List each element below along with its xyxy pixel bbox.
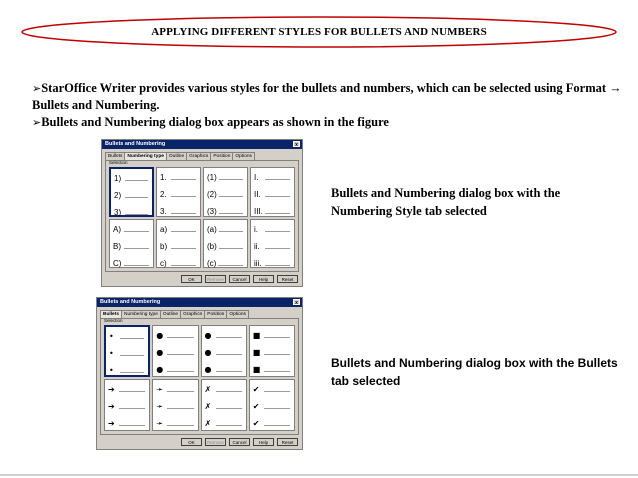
text-placeholder-line xyxy=(125,180,148,181)
arrow-bullet-icon: ➢ xyxy=(32,82,42,95)
text-placeholder-line xyxy=(119,425,145,426)
preview-line xyxy=(205,418,242,428)
style-option-cell[interactable] xyxy=(156,219,201,269)
bullet-symbol-icon: ➔ xyxy=(108,402,115,411)
text-placeholder-line xyxy=(125,214,148,215)
bullets-dialog xyxy=(96,297,303,450)
text-placeholder-line xyxy=(264,408,290,409)
bullet-symbol-icon: ✔ xyxy=(252,385,260,394)
dialog-title: Bullets and Numbering xyxy=(100,299,161,305)
preview-line xyxy=(160,172,196,182)
number-label: iii. xyxy=(254,258,262,268)
ok-button[interactable]: OK xyxy=(181,275,202,283)
preview-line xyxy=(109,331,144,341)
text-placeholder-line xyxy=(120,355,144,356)
preview-line xyxy=(254,172,290,182)
text-placeholder-line xyxy=(167,408,193,409)
dialog-buttons xyxy=(181,438,298,446)
text-placeholder-line xyxy=(124,248,149,249)
preview-line xyxy=(156,330,193,340)
style-option-cell[interactable] xyxy=(249,325,295,377)
reset-button[interactable]: Reset xyxy=(277,275,298,283)
bullet-symbol-icon: ■ xyxy=(252,348,261,357)
text-placeholder-line xyxy=(171,179,196,180)
text-placeholder-line xyxy=(219,196,243,197)
number-label: 1. xyxy=(160,173,167,182)
text-placeholder-line xyxy=(171,265,196,266)
preview-line xyxy=(114,207,148,217)
style-option-cell[interactable] xyxy=(203,167,248,217)
style-option-cell[interactable] xyxy=(152,379,198,431)
text-placeholder-line xyxy=(216,337,242,338)
text-placeholder-line xyxy=(216,354,242,355)
text-placeholder-line xyxy=(219,248,243,249)
bullet-item xyxy=(32,114,622,131)
number-label: c) xyxy=(160,258,167,268)
number-label: (2) xyxy=(207,190,217,199)
preview-line xyxy=(160,206,196,216)
style-option-cell[interactable] xyxy=(201,325,247,377)
tab-bullets[interactable]: Bullets xyxy=(100,310,122,319)
tab-bullets[interactable]: Bullets xyxy=(105,152,125,161)
text-placeholder-line xyxy=(216,425,242,426)
style-option-cell[interactable] xyxy=(201,379,247,431)
text-placeholder-line xyxy=(216,371,242,372)
text-placeholder-line xyxy=(219,231,243,232)
bullets-dialog-caption: Bullets and Numbering dialog box with the Bullets tab selected xyxy=(331,356,618,388)
tab-outline[interactable]: Outline xyxy=(160,310,181,319)
tab-numbering-type[interactable]: Numbering type xyxy=(124,152,167,161)
bullet-symbol-icon: ➛ xyxy=(156,385,163,394)
bullet-symbol-icon: ➛ xyxy=(156,419,163,428)
text-placeholder-line xyxy=(167,391,193,392)
text-placeholder-line xyxy=(167,425,193,426)
preview-line xyxy=(254,224,290,234)
preview-line xyxy=(108,401,145,411)
preview-line xyxy=(207,258,243,268)
tab-graphics[interactable]: Graphics xyxy=(180,310,205,319)
preview-line xyxy=(156,384,193,394)
number-label: (1) xyxy=(207,173,217,182)
number-label: ii. xyxy=(254,241,260,251)
text-placeholder-line xyxy=(219,179,243,180)
bullet-symbol-icon: ✔ xyxy=(252,419,260,428)
preview-line xyxy=(253,347,290,357)
text-placeholder-line xyxy=(171,231,196,232)
preview-line xyxy=(205,384,242,394)
tab-graphics[interactable]: Graphics xyxy=(186,152,211,161)
dialog-titlebar xyxy=(97,298,302,307)
number-label: (a) xyxy=(207,224,217,234)
text-placeholder-line xyxy=(265,248,290,249)
bullet-symbol-icon: ● xyxy=(204,348,212,357)
text-placeholder-line xyxy=(216,391,242,392)
close-icon[interactable]: x xyxy=(293,141,300,147)
number-label: III. xyxy=(254,207,263,216)
number-label: B) xyxy=(113,241,121,251)
preview-line xyxy=(253,418,290,428)
number-label: 1) xyxy=(114,174,122,183)
cancel-button[interactable]: Cancel xyxy=(229,438,250,446)
bullet-symbol-icon: ➔ xyxy=(108,385,115,394)
number-label: II. xyxy=(254,190,261,199)
preview-line xyxy=(113,241,149,251)
bullet-symbol-icon: ● xyxy=(204,331,212,340)
preview-line xyxy=(160,258,196,268)
number-label: A) xyxy=(113,224,121,234)
number-label: I. xyxy=(254,173,259,182)
text-placeholder-line xyxy=(265,213,290,214)
preview-line xyxy=(156,418,193,428)
preview-line xyxy=(108,384,145,394)
selection-panel xyxy=(105,160,299,272)
help-button[interactable]: Help xyxy=(253,438,274,446)
preview-line xyxy=(253,401,290,411)
ok-button[interactable]: OK xyxy=(181,438,202,446)
number-label: (b) xyxy=(207,241,217,251)
numbering-dialog xyxy=(101,139,303,287)
tab-position[interactable]: Position xyxy=(204,310,227,319)
style-option-cell[interactable] xyxy=(152,325,198,377)
preview-line xyxy=(254,206,290,216)
preview-line xyxy=(113,224,149,234)
text-placeholder-line xyxy=(265,179,290,180)
tab-numbering-type[interactable]: Numbering type xyxy=(121,310,161,319)
style-option-cell[interactable] xyxy=(250,219,295,269)
text-placeholder-line xyxy=(264,337,290,338)
style-option-cell[interactable] xyxy=(109,167,154,217)
remove-button[interactable]: Remove xyxy=(205,438,226,446)
style-option-cell[interactable] xyxy=(109,219,154,269)
text-placeholder-line xyxy=(264,371,290,372)
selection-label: Selection xyxy=(109,160,128,165)
number-label: 2) xyxy=(114,191,122,200)
bullet-symbol-icon: • xyxy=(109,332,114,341)
tab-options[interactable]: Options xyxy=(232,152,255,161)
selection-label: Selection xyxy=(104,318,123,323)
preview-line xyxy=(160,241,196,251)
number-label: i. xyxy=(254,224,258,234)
preview-line xyxy=(254,241,290,251)
preview-line xyxy=(113,258,149,268)
bullet-symbol-icon: ■ xyxy=(252,331,261,340)
preview-line xyxy=(253,384,290,394)
style-grid xyxy=(109,167,295,268)
text-placeholder-line xyxy=(171,213,196,214)
text-placeholder-line xyxy=(171,196,196,197)
number-label: a) xyxy=(160,224,168,234)
number-label: (3) xyxy=(207,207,217,216)
text-placeholder-line xyxy=(264,391,290,392)
remove-button[interactable]: Remove xyxy=(205,275,226,283)
preview-line xyxy=(205,330,242,340)
style-option-cell[interactable] xyxy=(104,325,150,377)
bullet-symbol-icon: • xyxy=(109,366,114,375)
bullet-symbol-icon: ✗ xyxy=(204,402,212,411)
dialog-buttons xyxy=(181,275,298,283)
text-placeholder-line xyxy=(264,354,290,355)
bullet-symbol-icon: ● xyxy=(156,365,164,374)
help-button[interactable]: Help xyxy=(253,275,274,283)
preview-line xyxy=(114,190,148,200)
preview-line xyxy=(253,330,290,340)
numbering-dialog-caption: Bullets and Numbering dialog box with the Numbering Style tab selected xyxy=(331,186,561,218)
bullet-symbol-icon: ● xyxy=(204,365,212,374)
preview-line xyxy=(160,224,196,234)
close-icon[interactable]: x xyxy=(293,299,300,305)
dialog-title: Bullets and Numbering xyxy=(105,141,166,147)
bullet-item xyxy=(32,80,622,114)
bullet-symbol-icon: • xyxy=(109,349,114,358)
bullet-list xyxy=(32,80,622,131)
preview-line xyxy=(253,364,290,374)
selection-panel xyxy=(100,318,299,435)
preview-line xyxy=(205,347,242,357)
text-placeholder-line xyxy=(119,391,145,392)
text-placeholder-line xyxy=(120,338,144,339)
text-placeholder-line xyxy=(216,408,242,409)
bullet-symbol-icon: ● xyxy=(156,331,164,340)
text-placeholder-line xyxy=(119,408,145,409)
preview-line xyxy=(207,224,243,234)
preview-line xyxy=(109,365,144,375)
slide-title: APPLYING DIFFERENT STYLES FOR BULLETS AND NUMBERS xyxy=(151,26,487,38)
preview-line xyxy=(109,348,144,358)
bullet-symbol-icon: ✔ xyxy=(252,402,260,411)
text-placeholder-line xyxy=(120,372,144,373)
bullet-symbol-icon: ● xyxy=(156,348,164,357)
style-option-cell[interactable] xyxy=(250,167,295,217)
bullet-symbol-icon: ➔ xyxy=(108,419,115,428)
preview-line xyxy=(207,189,243,199)
style-option-cell[interactable] xyxy=(156,167,201,217)
preview-line xyxy=(156,364,193,374)
preview-line xyxy=(114,173,148,183)
tab-position[interactable]: Position xyxy=(210,152,233,161)
dialog-titlebar xyxy=(102,140,302,149)
preview-line xyxy=(254,189,290,199)
text-placeholder-line xyxy=(265,196,290,197)
text-placeholder-line xyxy=(264,425,290,426)
text-placeholder-line xyxy=(265,231,290,232)
style-option-cell[interactable] xyxy=(104,379,150,431)
text-placeholder-line xyxy=(124,231,149,232)
preview-line xyxy=(108,418,145,428)
number-label: 2. xyxy=(160,190,167,199)
preview-line xyxy=(160,189,196,199)
bullet-symbol-icon: ➛ xyxy=(156,402,163,411)
text-placeholder-line xyxy=(167,371,193,372)
bullet-symbol-icon: ■ xyxy=(252,365,261,374)
number-label: 3. xyxy=(160,207,167,216)
reset-button[interactable]: Reset xyxy=(277,438,298,446)
text-placeholder-line xyxy=(218,265,243,266)
arrow-bullet-icon: ➢ xyxy=(32,116,42,129)
bullet-text: StarOffice Writer provides various styles for the bullets and numbers, which can be selected using Format → Bullets and Numbering. xyxy=(32,81,622,112)
preview-line xyxy=(207,241,243,251)
style-option-cell[interactable] xyxy=(203,219,248,269)
text-placeholder-line xyxy=(124,265,149,266)
tab-options[interactable]: Options xyxy=(226,310,249,319)
text-placeholder-line xyxy=(171,248,196,249)
cancel-button[interactable]: Cancel xyxy=(229,275,250,283)
style-option-cell[interactable] xyxy=(249,379,295,431)
preview-line xyxy=(207,206,243,216)
slide-footer-line xyxy=(0,474,638,476)
preview-line xyxy=(156,401,193,411)
preview-line xyxy=(207,172,243,182)
number-label: 3) xyxy=(114,208,122,217)
bullet-symbol-icon: ✗ xyxy=(204,385,212,394)
preview-line xyxy=(205,364,242,374)
tab-outline[interactable]: Outline xyxy=(166,152,187,161)
preview-line xyxy=(254,258,290,268)
number-label: C) xyxy=(113,258,122,268)
number-label: b) xyxy=(160,241,168,251)
bullet-symbol-icon: ✗ xyxy=(204,419,212,428)
number-label: (c) xyxy=(207,258,217,268)
text-placeholder-line xyxy=(219,213,243,214)
text-placeholder-line xyxy=(265,265,290,266)
preview-line xyxy=(205,401,242,411)
bullet-text: Bullets and Numbering dialog box appears as shown in the figure xyxy=(41,115,389,129)
preview-line xyxy=(156,347,193,357)
text-placeholder-line xyxy=(125,197,148,198)
text-placeholder-line xyxy=(167,354,193,355)
text-placeholder-line xyxy=(167,337,193,338)
style-grid xyxy=(104,325,295,431)
